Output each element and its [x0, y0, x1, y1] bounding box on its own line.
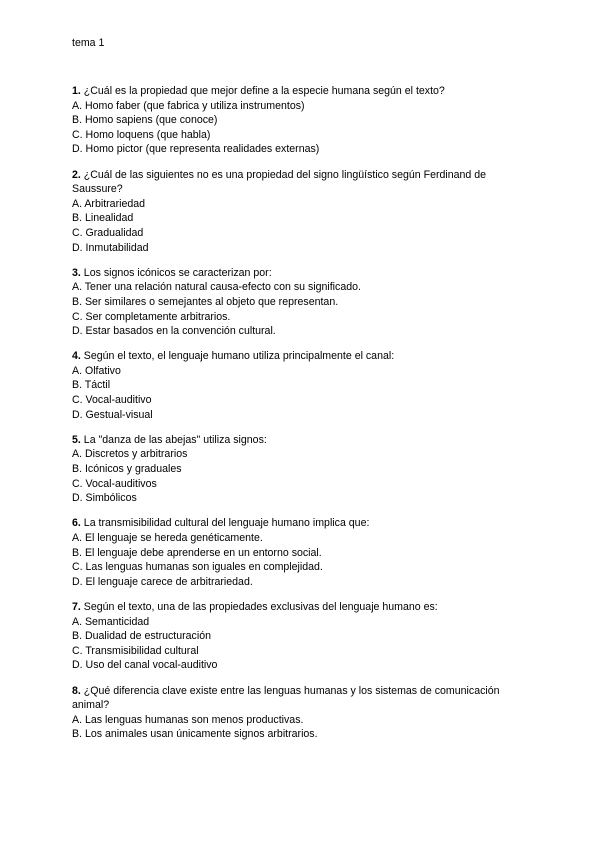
question-4	[72, 349, 532, 422]
option-c: C. Ser completamente arbitrarios.	[72, 310, 231, 323]
option-a: A. Homo faber (que fabrica y utiliza instrumentos)	[72, 99, 305, 112]
option-a: A. Olfativo	[72, 364, 121, 377]
question-7	[72, 600, 532, 673]
question-number: 6.	[72, 517, 81, 530]
question-text	[72, 266, 532, 281]
question-number: 3.	[72, 266, 81, 279]
option-b: B. Táctil	[72, 379, 111, 392]
option-d: D. Estar basados en la convención cultural.	[72, 325, 276, 338]
question-prompt: La "danza de las abejas" utiliza signos:	[83, 433, 267, 446]
question-list	[72, 84, 532, 753]
question-prompt: ¿Cuál es la propiedad que mejor define a la especie humana según el texto?	[83, 85, 445, 97]
option-b: B. Dualidad de estructuración	[72, 630, 211, 643]
option-b: B. Ser similares o semejantes al objeto que representan.	[72, 295, 339, 308]
question-prompt: La transmisibilidad cultural del lenguaje humano implica que:	[83, 517, 370, 530]
question-number: 2.	[72, 168, 81, 181]
question-1	[72, 84, 532, 157]
question-text	[72, 600, 532, 615]
option-b: B. Icónicos y graduales	[72, 463, 182, 476]
option-c: C. Transmisibilidad cultural	[72, 644, 199, 657]
question-number: 4.	[72, 350, 81, 363]
question-number: 1.	[72, 85, 81, 97]
option-a: A. El lenguaje se hereda genéticamente.	[72, 532, 263, 544]
question-8	[72, 684, 532, 742]
option-b: B. Los animales usan únicamente signos arbitrarios.	[72, 728, 318, 741]
question-text	[72, 684, 532, 713]
option-c: C. Homo loquens (que habla)	[72, 128, 211, 141]
option-a: A. Tener una relación natural causa-efecto con su significado.	[72, 281, 361, 294]
option-c: C. Vocal-auditivos	[72, 477, 157, 490]
option-d: D. El lenguaje carece de arbitrariedad.	[72, 575, 253, 588]
option-a: A. Las lenguas humanas son menos productivas.	[72, 713, 304, 726]
option-c: C. Vocal-auditivo	[72, 394, 152, 407]
question-prompt: ¿Cuál de las siguientes no es una propiedad del signo lingüístico según Ferdinand de Saussure?	[72, 168, 487, 196]
option-d: D. Uso del canal vocal-auditivo	[72, 659, 218, 672]
question-number: 8.	[72, 684, 81, 697]
option-a: A. Semanticidad	[72, 615, 150, 628]
question-6	[72, 516, 532, 589]
option-d: D. Gestual-visual	[72, 408, 153, 421]
question-2	[72, 168, 532, 256]
option-a: A. Arbitrariedad	[72, 197, 146, 210]
option-b: B. El lenguaje debe aprenderse en un entorno social.	[72, 546, 322, 559]
question-prompt: Los signos icónicos se caracterizan por:	[83, 266, 272, 279]
option-b: B. Linealidad	[72, 212, 134, 225]
question-number: 5.	[72, 433, 81, 446]
option-d: D. Homo pictor (que representa realidades externas)	[72, 143, 320, 156]
document-title: tema 1	[72, 37, 105, 49]
option-c: C. Gradualidad	[72, 226, 144, 239]
question-text	[72, 349, 532, 364]
option-b: B. Homo sapiens (que conoce)	[72, 114, 218, 127]
question-prompt: Según el texto, una de las propiedades exclusivas del lenguaje humano es:	[83, 600, 438, 613]
question-prompt: ¿Qué diferencia clave existe entre las lenguas humanas y los sistemas de comunicación animal?	[72, 684, 500, 712]
question-text	[72, 516, 532, 531]
question-text	[72, 433, 532, 448]
option-d: D. Inmutabilidad	[72, 241, 149, 254]
question-text	[72, 168, 532, 197]
question-text	[72, 84, 532, 99]
question-number: 7.	[72, 600, 81, 613]
question-prompt: Según el texto, el lenguaje humano utiliza principalmente el canal:	[83, 350, 395, 363]
option-a: A. Discretos y arbitrarios	[72, 448, 188, 461]
option-d: D. Simbólicos	[72, 492, 137, 505]
question-5	[72, 433, 532, 506]
question-3	[72, 266, 532, 339]
option-c: C. Las lenguas humanas son iguales en complejidad.	[72, 561, 323, 574]
